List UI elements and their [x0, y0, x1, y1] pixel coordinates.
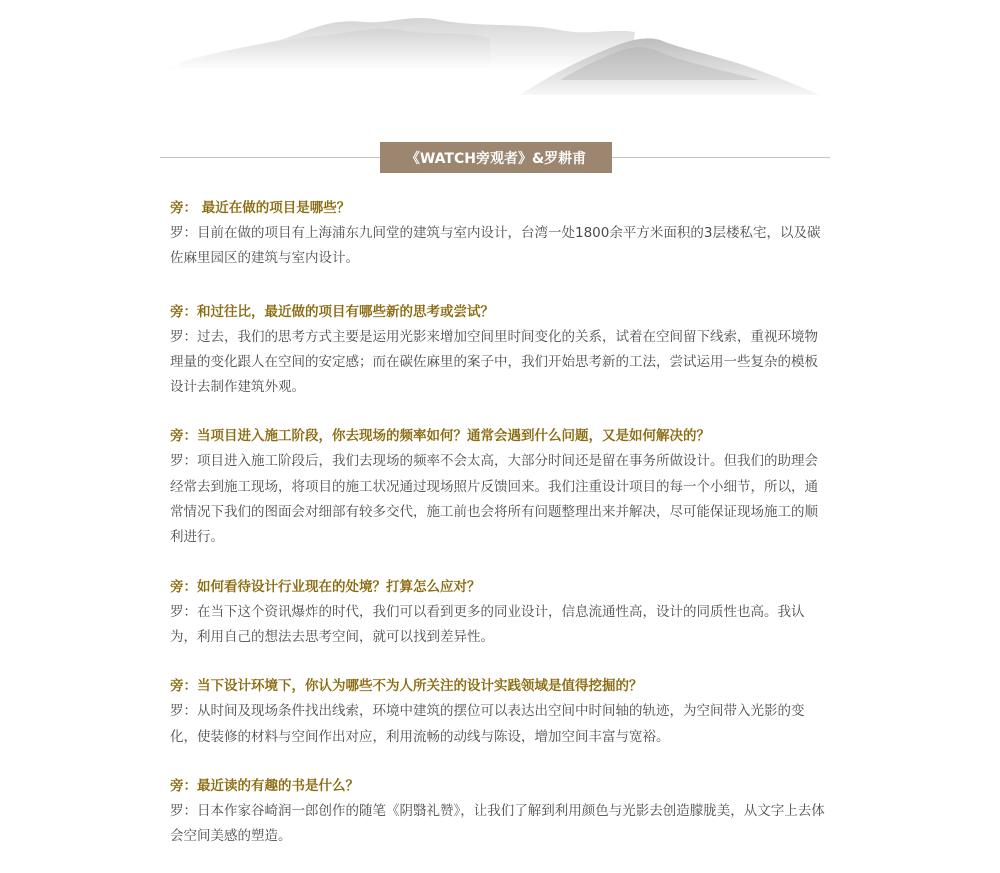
- qa-item: [170, 300, 830, 401]
- interview-content: [170, 196, 830, 873]
- answer: 罗：日本作家谷崎润一郎创作的随笔《阴翳礼赞》，让我们了解到利用颜色与光影去创造朦胧美，从文字上去体会空间美感的塑造。: [170, 802, 825, 845]
- question: 旁：如何看待设计行业现在的处境？打算怎么应对？: [170, 578, 481, 595]
- answer: 罗：在当下这个资讯爆炸的时代，我们可以看到更多的同业设计，信息流通性高，设计的同质性也高。我认为，利用自己的想法去思考空间，就可以找到差异性。: [170, 603, 805, 645]
- answer: 罗：目前在做的项目有上海浦东九间堂的建筑与室内设计，台湾一处1800余平方米面积的3层楼私宅，以及碳佐麻里园区的建筑与室内设计。: [170, 225, 821, 267]
- qa-item: [170, 424, 830, 550]
- answer: 罗：过去，我们的思考方式主要是运用光影来增加空间里时间变化的关系，试着在空间留下线索，重视环境物理量的变化跟人在空间的安定感；而在碳佐麻里的案子中，我们开始思考新的工法，尝试运用一些复杂的模板设计去制作建筑外观。: [170, 328, 818, 396]
- qa-item: [170, 674, 830, 750]
- qa-item: [170, 196, 830, 272]
- question: 旁：和过往比，最近做的项目有哪些新的思考或尝试？: [170, 303, 494, 320]
- qa-item: [170, 575, 830, 651]
- section-title: 《WATCH旁观者》&罗耕甫: [380, 142, 612, 173]
- answer: 罗：项目进入施工阶段后，我们去现场的频率不会太高，大部分时间还是留在事务所做设计。但我们的助理会经常去到施工现场，将项目的施工状况通过现场照片反馈回来。我们注重设计项目的每一个小细节，所以，通常情况下我们的图面会对细部有较多交代，施工前也会将所有问题整理出来并解决，尽可能保证现场施工的顺利进行。: [170, 453, 818, 546]
- question: 旁：当下设计环境下，你认为哪些不为人所关注的设计实践领域是值得挖掘的？: [170, 678, 643, 695]
- question: 旁： 最近在做的项目是哪些？: [170, 200, 351, 216]
- qa-item: [170, 774, 830, 850]
- answer: 罗：从时间及现场条件找出线索，环境中建筑的摆位可以表达出空间中时间轴的轨迹，为空间带入光影的变化，使装修的材料与空间作出对应，利用流畅的动线与陈设，增加空间丰富与宽裕。: [170, 703, 805, 745]
- mountain-ink-illustration: [160, 0, 830, 100]
- question: 旁：当项目进入施工阶段，你去现场的频率如何？通常会遇到什么问题，又是如何解决的？: [170, 428, 710, 445]
- question: 旁：最近读的有趣的书是什么？: [170, 777, 359, 794]
